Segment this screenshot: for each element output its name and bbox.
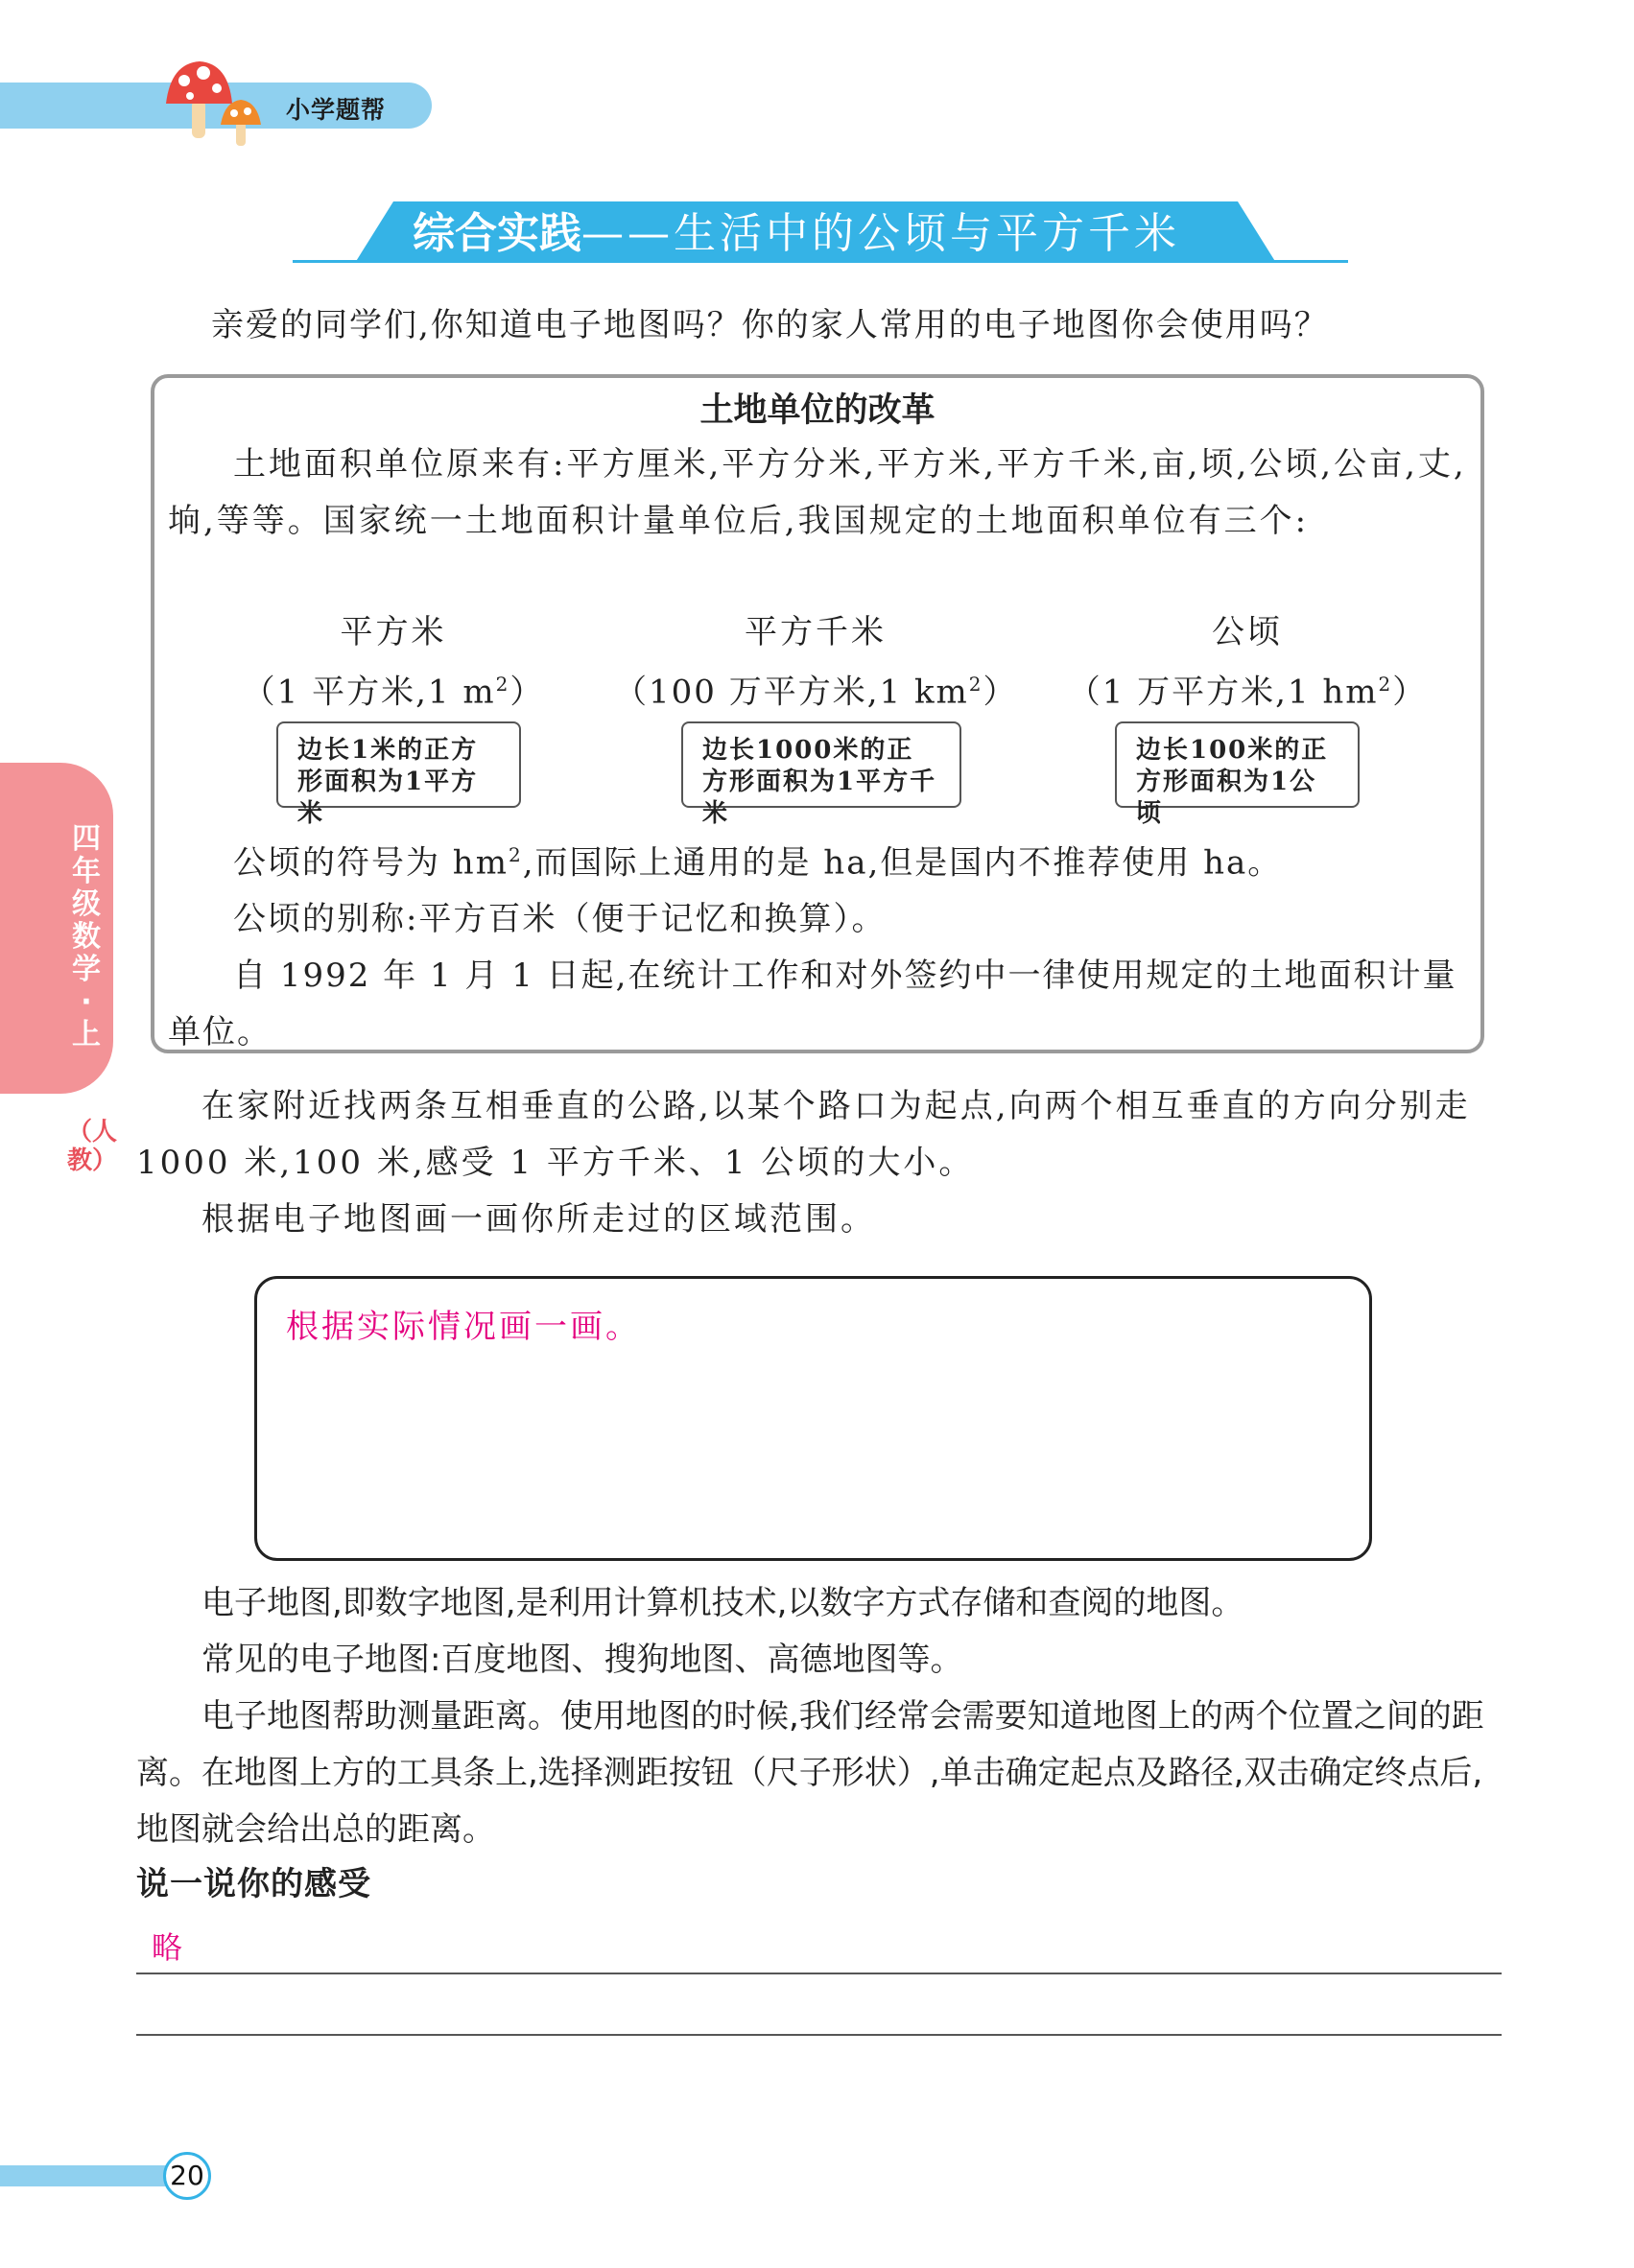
side-tab-edition: （人教） [67,1118,118,1175]
unit-definition-box: 边长1米的正方形面积为1平方米 [276,721,521,808]
emap-paragraph-1: 电子地图,即数字地图,是利用计算机技术,以数字方式存储和查阅的地图。 [201,1584,1244,1622]
unit-equation-text: （100 万平方米,1 km [614,673,969,712]
brand-name: 小学题帮 [286,96,387,124]
unit-equation [192,658,595,718]
hectare-symbol-note [168,827,1473,891]
mushroom-icon [161,56,276,152]
hectare-symbol-exponent: 2 [508,843,523,866]
unit-name: 平方米 [340,613,447,651]
unit-exponent: 2 [968,673,983,696]
regulation-date-note: 自 1992 年 1 月 1 日起,在统计工作和对外签约中一律使用规定的土地面积计量单位。 [168,957,1457,1052]
unit-name: 公顷 [1212,613,1283,651]
hectare-symbol-text: 公顷的符号为 hm [233,843,509,883]
intro-text: 亲爱的同学们,你知道电子地图吗？你的家人常用的电子地图你会使用吗？ [211,306,1329,344]
unit-equation [1046,658,1449,718]
unit-hectare [1046,606,1449,718]
emap-paragraph-3: 电子地图帮助测量距离。使用地图的时候,我们经常会需要知道地图上的两个位置之间的距离。在地图上方的工具条上,选择测距按钮（尺子形状）,单击确定起点及路径,双击确定终点后,地图就会给出总的距离。 [136,1697,1484,1849]
unit-equation-text: （1 平方米,1 m [242,673,496,712]
page-title [413,207,1180,261]
feelings-answer: 略 [152,1929,183,1966]
side-tab-grade: 四年级数学·上 [72,822,101,1051]
practice-section [136,1078,1499,1248]
title-sub: ——生活中的公顷与平方千米 [581,209,1180,258]
unit-square-meter [192,606,595,718]
unit-equation-close: ） [1392,673,1428,712]
hectare-alias-note: 公顷的别称:平方百米（便于记忆和换算）。 [233,900,887,939]
title-main: 综合实践 [413,209,581,258]
footer-bar [0,2165,182,2186]
unit-definition-box: 边长1000米的正方形面积为1平方千米 [681,721,961,808]
practice-paragraph-1: 在家附近找两条互相垂直的公路,以某个路口为起点,向两个相互垂直的方向分别走 1000 米,100 米,感受 1 平方千米、1 公顷的大小。 [136,1087,1471,1182]
drawing-answer: 根据实际情况画一画。 [286,1308,641,1346]
unit-exponent: 2 [495,673,510,696]
electronic-map-section [136,1575,1499,1858]
unit-equation-close: ） [983,673,1018,712]
unit-exponent: 2 [1378,673,1393,696]
answer-line-2[interactable] [136,2034,1502,2036]
unit-square-kilometer [614,606,1017,718]
unit-name: 平方千米 [745,613,887,651]
emap-paragraph-2: 常见的电子地图:百度地图、搜狗地图、高德地图等。 [201,1641,963,1679]
info-box-heading: 土地单位的改革 [699,391,935,430]
unit-equation [614,658,1017,718]
feelings-heading: 说一说你的感受 [136,1865,371,1903]
unit-equation-close: ） [509,673,545,712]
info-paragraph-2 [168,827,1473,1061]
hectare-symbol-text-end: ,而国际上通用的是 ha,但是国内不推荐使用 ha。 [522,843,1283,883]
info-paragraph-1: 土地面积单位原来有:平方厘米,平方分米,平方米,平方千米,亩,顷,公顷,公亩,丈,垧,等等。国家统一土地面积计量单位后,我国规定的土地面积单位有三个: [168,445,1467,540]
answer-line-1[interactable] [136,1973,1502,1974]
practice-paragraph-2: 根据电子地图画一画你所走过的区域范围。 [201,1200,876,1239]
page-number: 20 [170,2160,204,2191]
unit-equation-text: （1 万平方米,1 hm [1067,673,1379,712]
unit-definition-box: 边长100米的正方形面积为1公顷 [1115,721,1360,808]
